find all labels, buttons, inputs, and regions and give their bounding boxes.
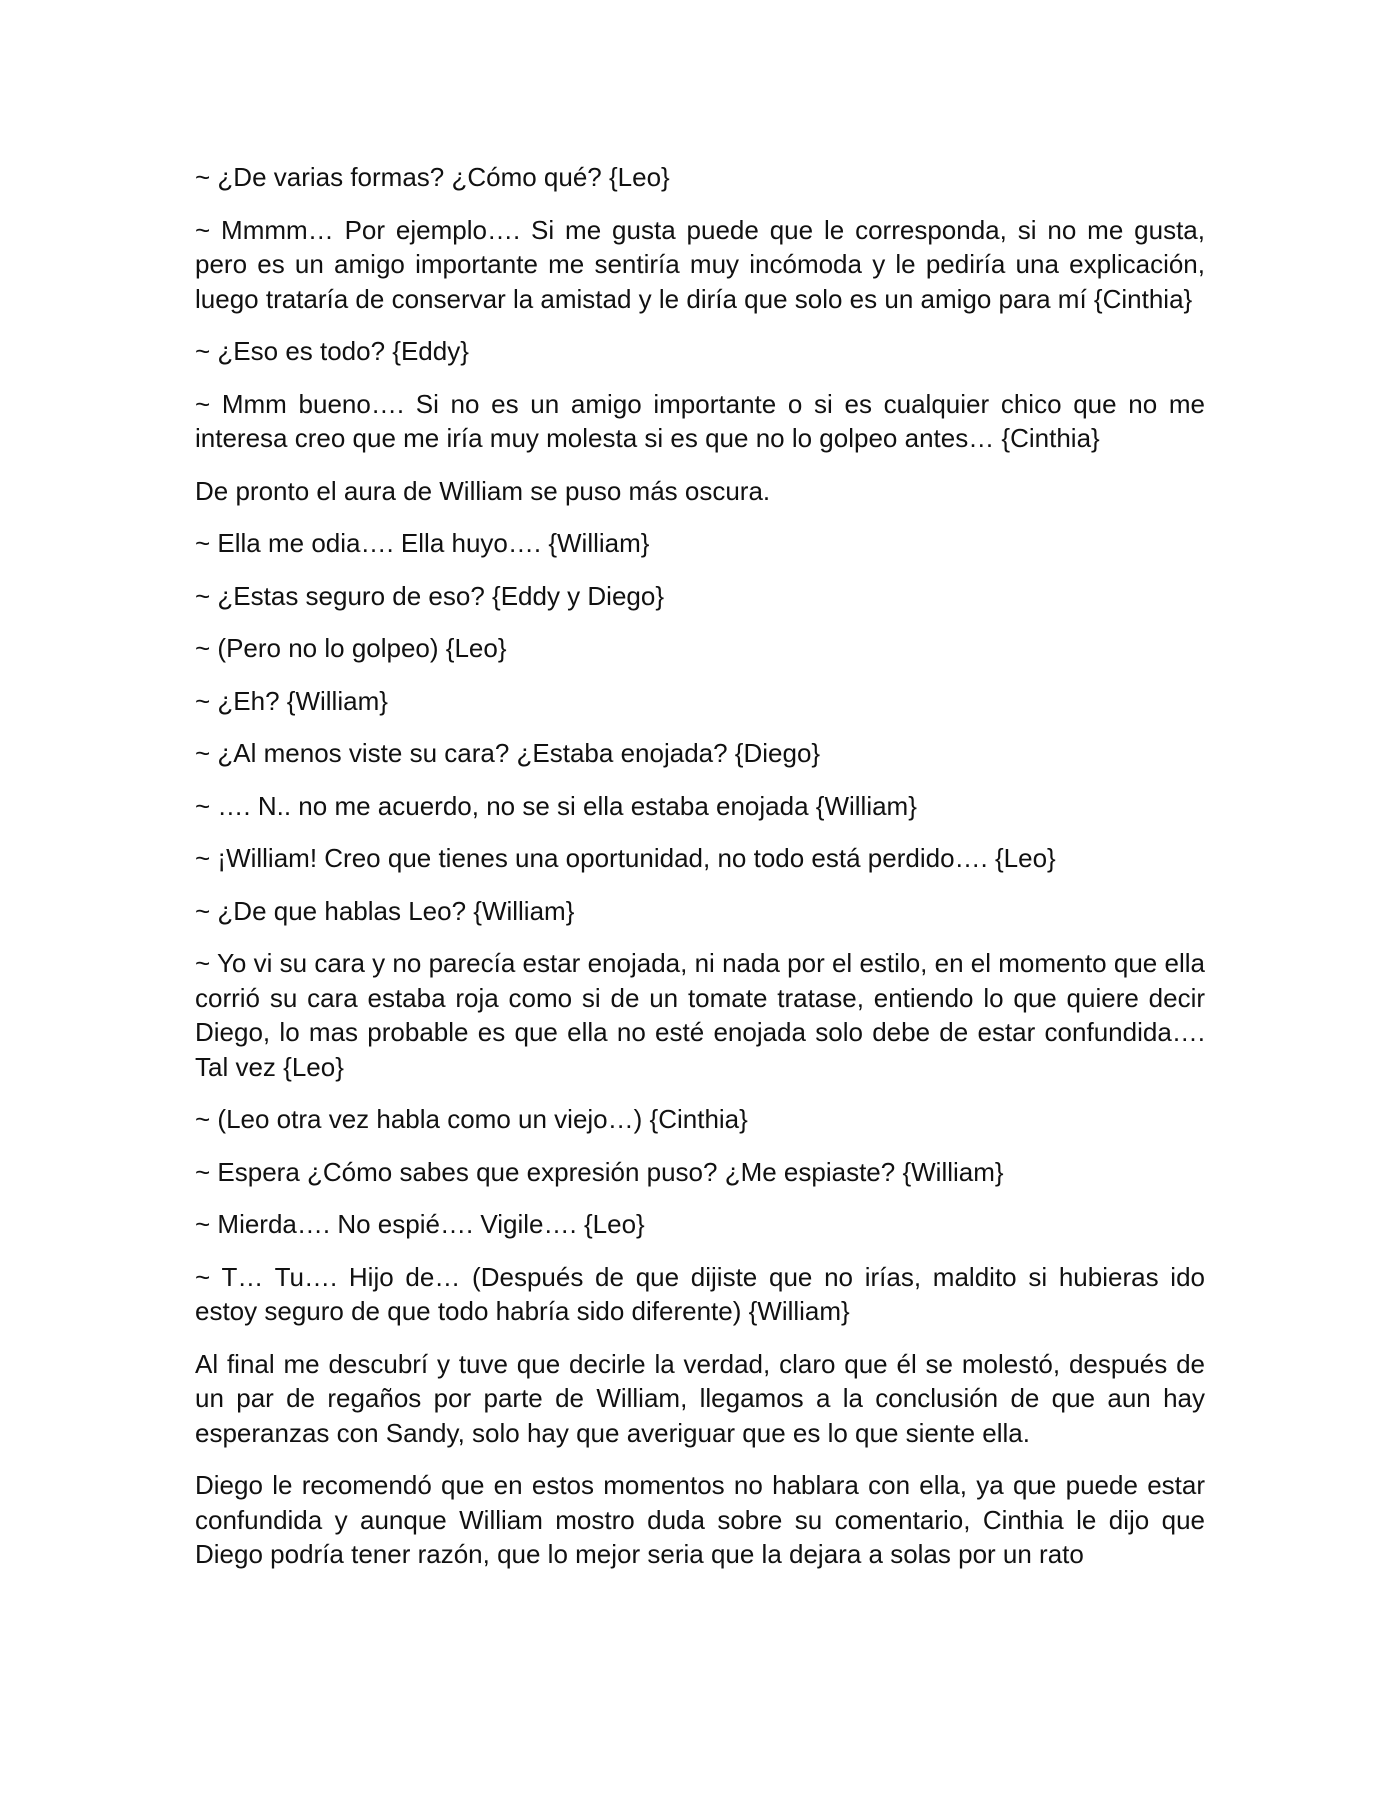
- narration-paragraph: Al final me descubrí y tuve que decirle la verdad, claro que él se molestó, después de un par de regaños por parte de William, llegamos a la conclusión de que aun hay esperanzas con Sandy, solo hay que averiguar que es lo que siente ella.: [195, 1348, 1205, 1448]
- dialogue-line: ~ ¿Eh? {William}: [195, 685, 388, 716]
- dialogue-line: ~ ¿Estas seguro de eso? {Eddy y Diego}: [195, 580, 665, 611]
- narration-paragraph: Diego le recomendó que en estos momentos no hablara con ella, ya que puede estar confundida y aunque William mostro duda sobre su comentario, Cinthia le dijo que Diego podría tener razón, que lo mejor seria que la dejara a solas por un rato: [195, 1470, 1205, 1569]
- dialogue-line: ~ Mmm bueno…. Si no es un amigo importante o si es cualquier chico que no me interesa creo que me iría muy molesta si es que no lo golpeo antes… {Cinthia}: [195, 388, 1205, 453]
- dialogue-line: ~ Ella me odia…. Ella huyo…. {William}: [195, 528, 650, 558]
- dialogue-line: ~ ¡William! Creo que tienes una oportunidad, no todo está perdido…. {Leo}: [195, 843, 1056, 873]
- dialogue-line: ~ Mmmm… Por ejemplo…. Si me gusta puede que le corresponda, si no me gusta, pero es un amigo importante me sentiría muy incómoda y le pediría una explicación, luego trataría de conservar la amistad y le diría que solo es un amigo para mí {Cinthia}: [195, 214, 1205, 314]
- document-body: [195, 160, 1205, 1590]
- dialogue-line: ~ Mierda…. No espié…. Vigile…. {Leo}: [195, 1209, 645, 1239]
- dialogue-line: ~ T… Tu…. Hijo de… (Después de que dijiste que no irías, maldito si hubieras ido estoy seguro de que todo habría sido diferente) {William}: [195, 1261, 1205, 1326]
- narration-paragraph: De pronto el aura de William se puso más oscura.: [195, 475, 771, 506]
- dialogue-line: ~ ¿Eso es todo? {Eddy}: [195, 336, 469, 366]
- dialogue-line: ~ (Leo otra vez habla como un viejo…) {Cinthia}: [195, 1104, 748, 1134]
- dialogue-line: ~ ¿De que hablas Leo? {William}: [195, 895, 575, 926]
- dialogue-line: ~ ¿De varias formas? ¿Cómo qué? {Leo}: [195, 162, 670, 192]
- dialogue-line: ~ (Pero no lo golpeo) {Leo}: [195, 633, 507, 663]
- dialogue-line: ~ ¿Al menos viste su cara? ¿Estaba enojada? {Diego}: [195, 738, 821, 768]
- dialogue-line: ~ Espera ¿Cómo sabes que expresión puso? ¿Me espiaste? {William}: [195, 1156, 1004, 1187]
- dialogue-line: ~ Yo vi su cara y no parecía estar enojada, ni nada por el estilo, en el momento que ella corrió su cara estaba roja como si de un tomate tratase, entiendo lo que quiere decir Diego, lo mas probable es que ella no esté enojada solo debe de estar confundida…. Tal vez {Leo}: [195, 948, 1205, 1082]
- dialogue-line: ~ …. N.. no me acuerdo, no se si ella estaba enojada {William}: [195, 790, 917, 821]
